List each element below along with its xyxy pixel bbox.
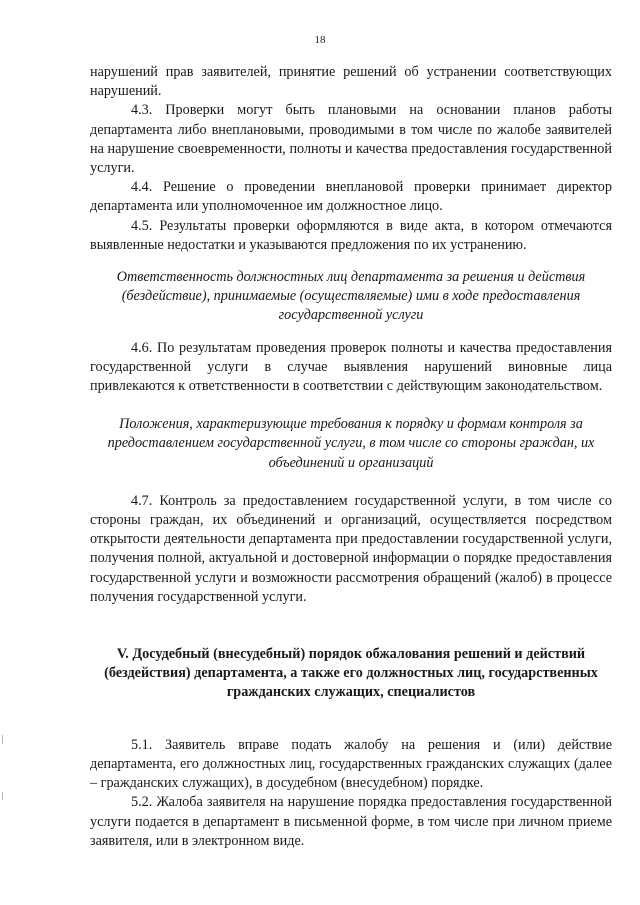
- paragraph-4-3: 4.3. Проверки могут быть плановыми на основании планов работы департамента либо внеплановыми, проводимыми в том числе по жалобе заявителей на нарушение своевременности, полноты и качества предоставления государственной услуги.: [90, 102, 612, 177]
- heading-responsibility: Ответственность должностных лиц департамента за решения и действия (бездействие), принимаемые (осуществляемые) ими в ходе предоставления государственной услуги: [116, 269, 586, 324]
- edge-scan-mark: [2, 735, 3, 744]
- paragraph-5-1: 5.1. Заявитель вправе подать жалобу на решения и (или) действие департамента, его должностных лиц, государственных гражданских служащих (далее – гражданских служащих), в досудебном (внесудебном) порядке.: [90, 736, 612, 792]
- paragraph-4-4: 4.4. Решение о проведении внеплановой проверки принимает директор департамента или уполномоченное им должностное лицо.: [90, 179, 612, 215]
- section-v-heading: V. Досудебный (внесудебный) порядок обжалования решений и действий (бездействия) департамента, а также его должностных лиц, государственных гражданских служащих, специалистов: [104, 646, 598, 701]
- document-body: [90, 63, 612, 851]
- paragraph-5-2: 5.2. Жалоба заявителя на нарушение порядка предоставления государственной услуги подается в департамент в письменной форме, в том числе при личном приеме заявителя, или в электронном виде.: [90, 794, 612, 849]
- page-number: 18: [314, 34, 326, 46]
- paragraph-4-5: 4.5. Результаты проверки оформляются в виде акта, в котором отмечаются выявленные недостатки и указываются предложения по их устранению.: [90, 217, 612, 253]
- paragraph-continuation: нарушений прав заявителей, принятие решений об устранении соответствующих нарушений.: [90, 64, 612, 100]
- heading-control-requirements: Положения, характеризующие требования к порядку и формам контроля за предоставлением государственной услуги, в том числе со стороны граждан, их объединений и организаций: [107, 416, 595, 471]
- edge-scan-mark: [2, 792, 3, 800]
- paragraph-4-6: 4.6. По результатам проведения проверок полноты и качества предоставления государственной услуги в случае выявления нарушений виновные лица привлекаются к ответственности в соответствии с действующим законодательством.: [90, 339, 612, 395]
- paragraph-4-7: 4.7. Контроль за предоставлением государственной услуги, в том числе со стороны граждан, их объединений и организаций, осуществляется посредством открытости деятельности департамента при предоставлении государственной услуги, получения полной, актуальной и достоверной информации о порядке предоставления государственной услуги и возможности рассмотрения обращений (жалоб) в процессе получения государственной услуги.: [90, 492, 612, 605]
